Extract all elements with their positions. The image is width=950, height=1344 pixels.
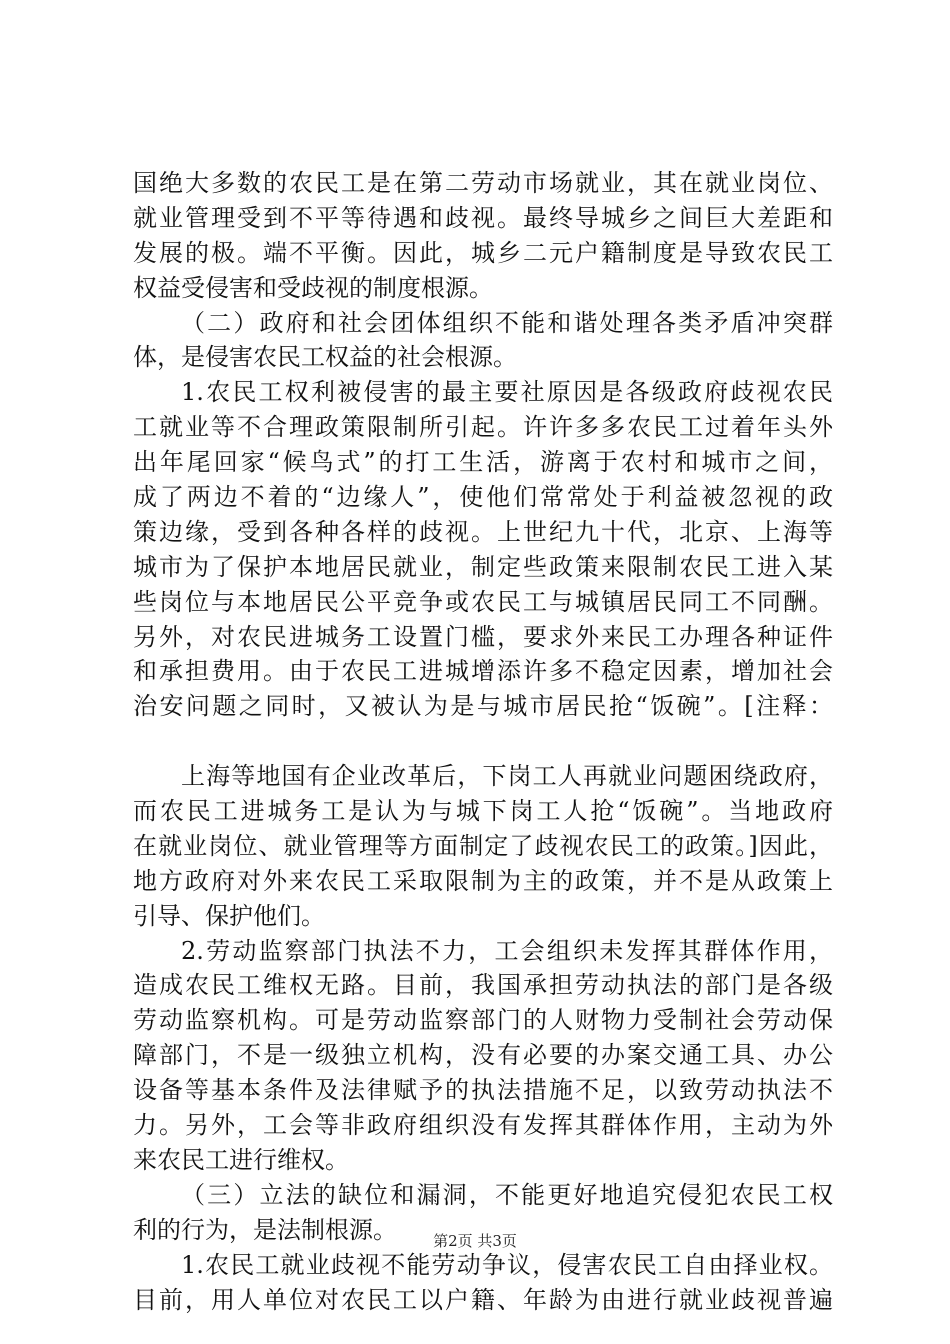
text-line: 和承担费用。由于农民工进城增添许多不稳定因素，增加社会 (133, 657, 833, 686)
text-line: 1.农民工就业歧视不能劳动争议，侵害农民工自由择业权。 (181, 1250, 833, 1279)
text-line: 2.劳动监察部门执法不力，工会组织未发挥其群体作用， (181, 936, 833, 965)
annotation-line: 在就业岗位、就业管理等方面制定了歧视农民工的政策。]因此， (133, 831, 833, 860)
section-heading-line: （二）政府和社会团体组织不能和谐处理各类矛盾冲突群 (181, 308, 833, 337)
text-line: 障部门，不是一级独立机构，没有必要的办案交通工具、办公 (133, 1041, 833, 1070)
document-body (133, 166, 833, 1317)
blank-line (133, 724, 833, 759)
text-line: 就业管理受到不平等待遇和歧视。最终导城乡之间巨大差距和 (133, 203, 833, 232)
text-line: 城市为了保护本地居民就业，制定些政策来限制农民工进入某 (133, 552, 833, 581)
section-heading-line: （三）立法的缺位和漏洞，不能更好地追究侵犯农民工权 (181, 1180, 833, 1209)
text-line: 发展的极。端不平衡。因此，城乡二元户籍制度是导致农民工 (133, 238, 833, 267)
text-line: 另外，对农民进城务工设置门槛，要求外来民工办理各种证件 (133, 622, 833, 651)
text-line: 出年尾回家“候鸟式”的打工生活，游离于农村和城市之间， (133, 448, 833, 477)
text-line: 劳动监察机构。可是劳动监察部门的人财物力受制社会劳动保 (133, 1006, 833, 1035)
text-line: 权益受侵害和受歧视的制度根源。 (133, 273, 493, 302)
text-line: 些岗位与本地居民公平竞争或农民工与城镇居民同工不同酬。 (133, 587, 833, 616)
text-line: 地方政府对外来农民工采取限制为主的政策，并不是从政策上 (133, 866, 833, 895)
text-line: 成了两边不着的“边缘人”，使他们常常处于利益被忽视的政 (133, 483, 833, 512)
text-line: 体，是侵害农民工权益的社会根源。 (133, 343, 517, 372)
text-line: 策边缘，受到各种各样的歧视。上世纪九十代，北京、上海等 (133, 517, 833, 546)
text-line: 治安问题之同时，又被认为是与城市居民抢“饭碗”。[注释： (133, 692, 833, 721)
text-line: 利的行为，是法制根源。 (133, 1215, 397, 1244)
text-line: 设备等基本条件及法律赋予的执法措施不足，以致劳动执法不 (133, 1076, 833, 1105)
text-line: 造成农民工维权无路。目前，我国承担劳动执法的部门是各级 (133, 971, 833, 1000)
text-line: 来农民工进行维权。 (133, 1145, 349, 1174)
annotation-line: 而农民工进城务工是认为与城下岗工人抢“饭碗”。当地政府 (133, 797, 833, 826)
page-number-label: 第2页 共3页 (433, 1232, 517, 1250)
text-line: 目前，用人单位对农民工以户籍、年龄为由进行就业歧视普遍 (133, 1285, 833, 1314)
text-line: 国绝大多数的农民工是在第二劳动市场就业，其在就业岗位、 (133, 169, 833, 197)
text-line: 工就业等不合理政策限制所引起。许许多多农民工过着年头外 (133, 413, 833, 442)
page-footer (0, 1231, 950, 1251)
annotation-line: 上海等地国有企业改革后，下岗工人再就业问题困绕政府， (181, 762, 833, 791)
text-line: 引导、保护他们。 (133, 901, 325, 930)
text-line: 1.农民工权利被侵害的最主要社原因是各级政府歧视农民 (181, 378, 833, 407)
text-line: 力。另外，工会等非政府组织没有发挥其群体作用，主动为外 (133, 1111, 833, 1140)
